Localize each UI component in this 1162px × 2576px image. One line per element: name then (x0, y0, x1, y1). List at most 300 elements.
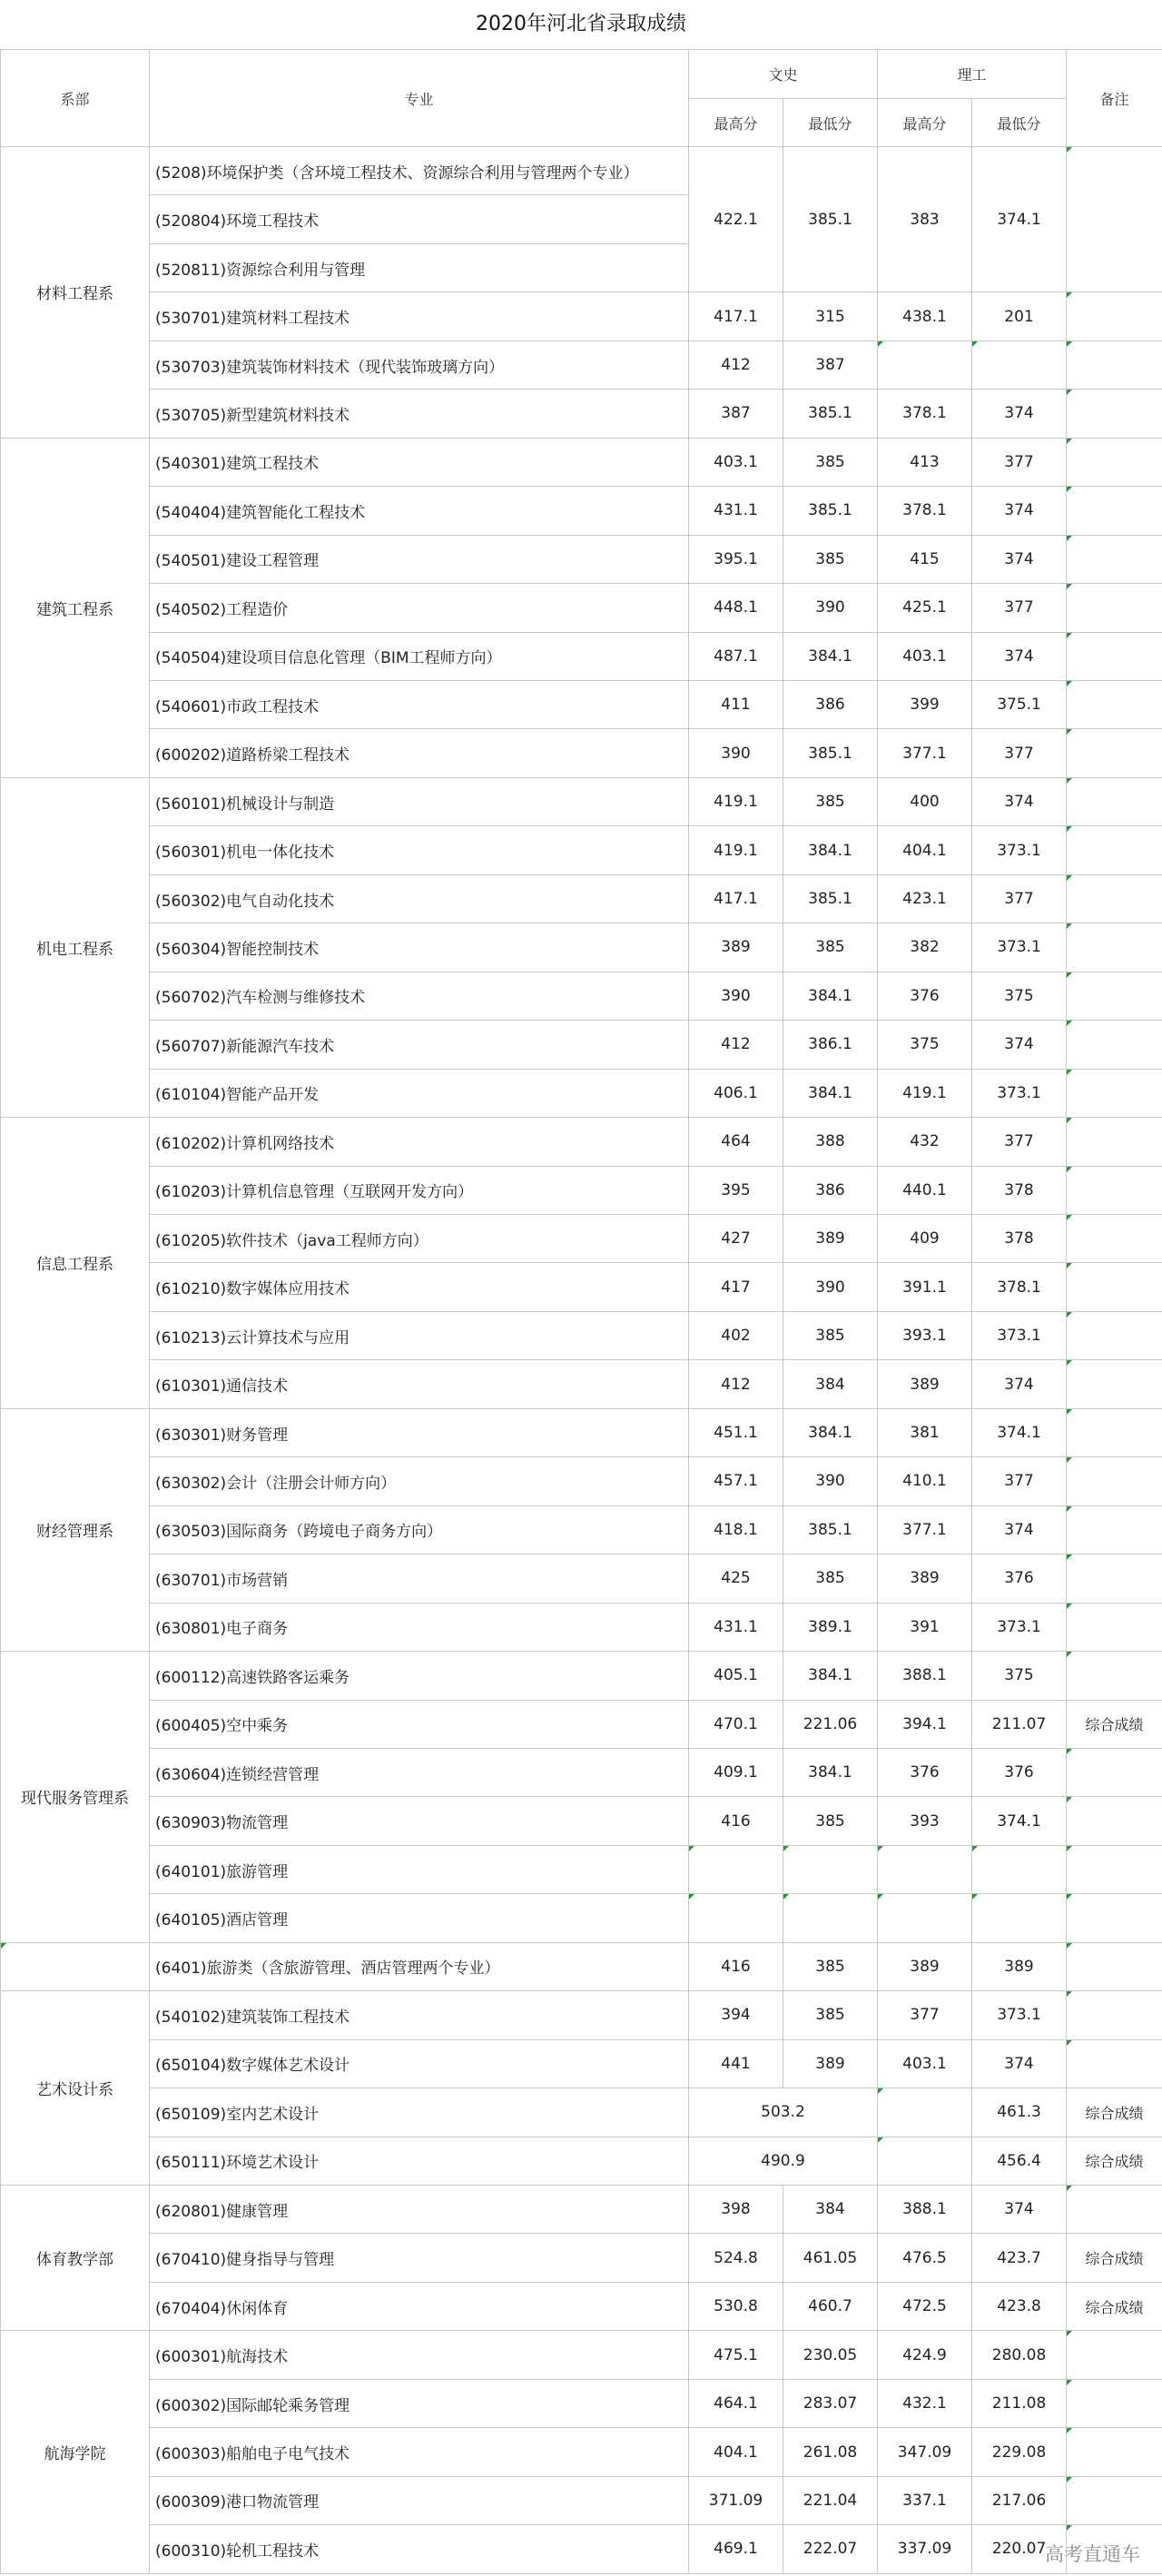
table-row (1, 777, 1162, 825)
note-cell (1067, 2379, 1162, 2427)
table-row (1, 1214, 1162, 1262)
note-cell: 综合成绩 (1067, 2137, 1162, 2185)
science-max-cell: 377.1 (878, 729, 972, 777)
arts-min-cell: 386 (783, 1166, 878, 1214)
major-cell: (540601)市政工程技术 (150, 680, 689, 728)
arts-max-cell: 431.1 (689, 487, 783, 535)
science-max-cell: 337.1 (878, 2476, 972, 2524)
table-row (1, 2282, 1162, 2330)
science-max-cell: 419.1 (878, 1069, 972, 1117)
major-cell: (520811)资源综合利用与管理 (150, 243, 689, 291)
science-min-cell: 211.08 (972, 2379, 1067, 2427)
arts-min-cell: 315 (783, 292, 878, 341)
major-cell: (610205)软件技术（java工程师方向） (150, 1214, 689, 1262)
science-max-cell: 404.1 (878, 826, 972, 874)
science-max-cell: 375 (878, 1021, 972, 1069)
table-row (1, 341, 1162, 389)
science-max-cell: 378.1 (878, 487, 972, 535)
science-max-cell (878, 341, 972, 389)
note-cell (1067, 1603, 1162, 1651)
arts-min-cell: 221.06 (783, 1700, 878, 1748)
major-cell: (670410)健身指导与管理 (150, 2234, 689, 2282)
arts-min-cell: 385 (783, 777, 878, 825)
arts-max-cell: 451.1 (689, 1408, 783, 1456)
table-row (1, 1408, 1162, 1456)
table-row (1, 2137, 1162, 2185)
arts-max-cell: 416 (689, 1797, 783, 1845)
arts-min-cell: 384.1 (783, 1748, 878, 1796)
note-cell (1067, 972, 1162, 1020)
arts-max-cell: 390 (689, 729, 783, 777)
major-cell: (610202)计算机网络技术 (150, 1118, 689, 1166)
major-cell: (630302)会计（注册会计师方向） (150, 1457, 689, 1505)
arts-min-cell: 386.1 (783, 1021, 878, 1069)
arts-max-cell (689, 1894, 783, 1942)
dept-cell: 材料工程系 (1, 147, 150, 439)
table-row (1, 487, 1162, 535)
note-cell (1067, 1797, 1162, 1845)
major-cell: (540404)建筑智能化工程技术 (150, 487, 689, 535)
major-cell: (610301)通信技术 (150, 1360, 689, 1408)
note-cell (1067, 1554, 1162, 1603)
arts-max-cell: 464 (689, 1118, 783, 1166)
major-cell: (600301)航海技术 (150, 2331, 689, 2379)
science-min-cell (972, 1894, 1067, 1942)
arts-max-cell: 405.1 (689, 1652, 783, 1700)
science-max-cell: 410.1 (878, 1457, 972, 1505)
note-cell (1067, 2186, 1162, 2234)
dept-cell: 信息工程系 (1, 1118, 150, 1409)
science-max-cell: 415 (878, 535, 972, 583)
science-min-cell: 374 (972, 777, 1067, 825)
table-row (1, 923, 1162, 972)
science-max-cell: 378.1 (878, 390, 972, 438)
header-science-max: 最高分 (878, 99, 972, 147)
arts-max-cell: 398 (689, 2186, 783, 2234)
science-min-cell: 377 (972, 1118, 1067, 1166)
science-min-cell: 389 (972, 1942, 1067, 1990)
note-cell (1067, 2039, 1162, 2087)
science-min-cell: 217.06 (972, 2476, 1067, 2524)
science-max-cell: 403.1 (878, 632, 972, 680)
note-cell (1067, 1214, 1162, 1262)
table-row (1, 1845, 1162, 1893)
science-min-cell: 378 (972, 1214, 1067, 1262)
watermark-text: 高考直通车 (1045, 2543, 1140, 2565)
major-cell: (640105)酒店管理 (150, 1894, 689, 1942)
arts-min-cell: 384.1 (783, 826, 878, 874)
note-cell (1067, 2428, 1162, 2476)
science-max-cell: 383 (878, 147, 972, 292)
arts-min-cell: 385 (783, 923, 878, 972)
dept-cell: 艺术设计系 (1, 1991, 150, 2186)
science-max-cell: 438.1 (878, 292, 972, 341)
major-cell: (650111)环境艺术设计 (150, 2137, 689, 2185)
major-cell: (560302)电气自动化技术 (150, 874, 689, 923)
science-min-cell: 201 (972, 292, 1067, 341)
arts-max-cell (689, 1845, 783, 1893)
arts-max-cell: 406.1 (689, 1069, 783, 1117)
arts-min-cell: 283.07 (783, 2379, 878, 2427)
major-cell: (530701)建筑材料工程技术 (150, 292, 689, 341)
header-dept: 系部 (1, 50, 150, 147)
arts-max-cell: 412 (689, 1021, 783, 1069)
science-min-cell: 374 (972, 2039, 1067, 2087)
arts-min-cell (783, 1845, 878, 1893)
science-min-cell: 229.08 (972, 2428, 1067, 2476)
science-max-cell: 391 (878, 1603, 972, 1651)
table-row (1, 1457, 1162, 1505)
science-min-cell: 376 (972, 1748, 1067, 1796)
major-cell: (600309)港口物流管理 (150, 2476, 689, 2524)
major-cell: (530705)新型建筑材料技术 (150, 390, 689, 438)
science-min-cell: 374 (972, 1021, 1067, 1069)
table-row (1, 2088, 1162, 2137)
major-cell: (670404)休闲体育 (150, 2282, 689, 2330)
science-max-cell: 440.1 (878, 1166, 972, 1214)
science-min-cell: 375 (972, 972, 1067, 1020)
science-max-cell: 388.1 (878, 2186, 972, 2234)
note-cell (1067, 2331, 1162, 2379)
science-max-cell: 403.1 (878, 2039, 972, 2087)
arts-min-cell: 389 (783, 1214, 878, 1262)
table-row (1, 1505, 1162, 1554)
science-min-cell: 377 (972, 729, 1067, 777)
major-cell: (630503)国际商务（跨境电子商务方向） (150, 1505, 689, 1554)
table-row (1, 1991, 1162, 2039)
science-min-cell: 373.1 (972, 923, 1067, 972)
major-cell: (560301)机电一体化技术 (150, 826, 689, 874)
arts-min-cell: 460.7 (783, 2282, 878, 2330)
note-cell (1067, 1021, 1162, 1069)
major-cell: (630701)市场营销 (150, 1554, 689, 1603)
arts-max-cell: 422.1 (689, 147, 783, 292)
science-min-cell: 377 (972, 874, 1067, 923)
note-cell (1067, 1991, 1162, 2039)
major-cell: (540501)建设工程管理 (150, 535, 689, 583)
science-min-cell: 374 (972, 632, 1067, 680)
note-cell (1067, 874, 1162, 923)
science-max-cell: 432 (878, 1118, 972, 1166)
header-science: 理工 (878, 50, 1067, 99)
arts-min-cell: 384 (783, 2186, 878, 2234)
table-row (1, 2234, 1162, 2282)
arts-min-cell: 385 (783, 1991, 878, 2039)
arts-max-cell: 469.1 (689, 2525, 783, 2573)
major-cell: (620801)健康管理 (150, 2186, 689, 2234)
major-cell: (600310)轮机工程技术 (150, 2525, 689, 2573)
table-row (1, 2476, 1162, 2524)
header-note: 备注 (1067, 50, 1162, 147)
major-cell: (610213)云计算技术与应用 (150, 1311, 689, 1359)
science-min-cell: 374 (972, 1360, 1067, 1408)
major-cell: (610210)数字媒体应用技术 (150, 1263, 689, 1311)
arts-max-cell: 395 (689, 1166, 783, 1214)
arts-min-cell: 385 (783, 1797, 878, 1845)
arts-max-cell: 524.8 (689, 2234, 783, 2282)
dept-cell: 体育教学部 (1, 2186, 150, 2331)
science-max-cell: 432.1 (878, 2379, 972, 2427)
science-min-cell: 423.8 (972, 2282, 1067, 2330)
major-cell: (650109)室内艺术设计 (150, 2088, 689, 2137)
major-cell: (6401)旅游类（含旅游管理、酒店管理两个专业） (150, 1942, 689, 1990)
note-cell (1067, 1942, 1162, 1990)
science-max-cell: 377 (878, 1991, 972, 2039)
arts-max-cell: 417.1 (689, 292, 783, 341)
table-row (1, 826, 1162, 874)
science-max-cell (878, 2088, 972, 2137)
admission-score-table (0, 49, 1162, 2574)
note-cell: 综合成绩 (1067, 2234, 1162, 2282)
science-max-cell: 393.1 (878, 1311, 972, 1359)
note-cell (1067, 390, 1162, 438)
note-cell (1067, 680, 1162, 728)
note-cell (1067, 1069, 1162, 1117)
note-cell (1067, 147, 1162, 292)
arts-combined-cell: 503.2 (689, 2088, 878, 2137)
arts-min-cell: 385.1 (783, 729, 878, 777)
table-row (1, 438, 1162, 486)
table-row (1, 874, 1162, 923)
arts-max-cell: 448.1 (689, 584, 783, 632)
arts-min-cell: 387 (783, 341, 878, 389)
science-min-cell: 374 (972, 390, 1067, 438)
arts-max-cell: 475.1 (689, 2331, 783, 2379)
science-max-cell: 424.9 (878, 2331, 972, 2379)
major-cell: (530703)建筑装饰材料技术（现代装饰玻璃方向） (150, 341, 689, 389)
arts-min-cell: 390 (783, 584, 878, 632)
arts-min-cell: 384.1 (783, 1408, 878, 1456)
major-cell: (540102)建筑装饰工程技术 (150, 1991, 689, 2039)
science-min-cell: 378.1 (972, 1263, 1067, 1311)
table-row (1, 632, 1162, 680)
science-min-cell: 456.4 (972, 2137, 1067, 2185)
table-row (1, 1554, 1162, 1603)
note-cell (1067, 826, 1162, 874)
dept-cell: 财经管理系 (1, 1408, 150, 1651)
science-min-cell: 280.08 (972, 2331, 1067, 2379)
science-max-cell: 382 (878, 923, 972, 972)
note-cell (1067, 1360, 1162, 1408)
arts-min-cell: 385.1 (783, 147, 878, 292)
table-row (1, 1748, 1162, 1796)
major-cell: (600202)道路桥梁工程技术 (150, 729, 689, 777)
major-cell: (540504)建设项目信息化管理（BIM工程师方向） (150, 632, 689, 680)
science-max-cell (878, 2137, 972, 2185)
arts-min-cell: 261.08 (783, 2428, 878, 2476)
arts-min-cell: 390 (783, 1457, 878, 1505)
table-row (1, 972, 1162, 1020)
dept-cell: 建筑工程系 (1, 438, 150, 777)
arts-max-cell: 412 (689, 341, 783, 389)
note-cell (1067, 1311, 1162, 1359)
major-cell: (640101)旅游管理 (150, 1845, 689, 1893)
note-cell (1067, 1263, 1162, 1311)
table-row (1, 535, 1162, 583)
arts-max-cell: 390 (689, 972, 783, 1020)
table-row (1, 729, 1162, 777)
science-min-cell: 377 (972, 438, 1067, 486)
arts-max-cell: 404.1 (689, 2428, 783, 2476)
arts-max-cell: 470.1 (689, 1700, 783, 1748)
table-row (1, 2039, 1162, 2087)
science-max-cell: 389 (878, 1554, 972, 1603)
note-cell (1067, 1505, 1162, 1554)
science-max-cell (878, 1894, 972, 1942)
note-cell (1067, 1408, 1162, 1456)
science-min-cell: 373.1 (972, 1311, 1067, 1359)
header-arts: 文史 (689, 50, 878, 99)
arts-max-cell: 417 (689, 1263, 783, 1311)
table-row (1, 1311, 1162, 1359)
science-min-cell: 377 (972, 584, 1067, 632)
arts-min-cell: 385 (783, 1942, 878, 1990)
arts-max-cell: 419.1 (689, 777, 783, 825)
major-cell: (650104)数字媒体艺术设计 (150, 2039, 689, 2087)
table-row (1, 1118, 1162, 1166)
note-cell (1067, 2476, 1162, 2524)
note-cell (1067, 1652, 1162, 1700)
arts-max-cell: 389 (689, 923, 783, 972)
science-max-cell: 409 (878, 1214, 972, 1262)
science-max-cell: 413 (878, 438, 972, 486)
note-cell (1067, 1845, 1162, 1893)
table-row (1, 1069, 1162, 1117)
table-row (1, 1360, 1162, 1408)
header-arts-max: 最高分 (689, 99, 783, 147)
science-max-cell: 381 (878, 1408, 972, 1456)
note-cell (1067, 632, 1162, 680)
table-row (1, 2331, 1162, 2379)
table-row (1, 1797, 1162, 1845)
science-max-cell: 389 (878, 1360, 972, 1408)
table-row (1, 292, 1162, 341)
table-row (1, 1263, 1162, 1311)
major-cell: (600405)空中乘务 (150, 1700, 689, 1748)
table-row (1, 147, 1162, 195)
science-min-cell: 374.1 (972, 147, 1067, 292)
arts-max-cell: 394 (689, 1991, 783, 2039)
science-min-cell: 423.7 (972, 2234, 1067, 2282)
arts-max-cell: 371.09 (689, 2476, 783, 2524)
science-min-cell: 374 (972, 2186, 1067, 2234)
note-cell (1067, 1118, 1162, 1166)
arts-min-cell: 385 (783, 535, 878, 583)
arts-min-cell: 230.05 (783, 2331, 878, 2379)
header-arts-min: 最低分 (783, 99, 878, 147)
arts-max-cell: 395.1 (689, 535, 783, 583)
arts-min-cell: 461.05 (783, 2234, 878, 2282)
arts-min-cell: 388 (783, 1118, 878, 1166)
science-min-cell: 211.07 (972, 1700, 1067, 1748)
note-cell: 综合成绩 (1067, 1700, 1162, 1748)
note-cell (1067, 341, 1162, 389)
arts-min-cell: 385 (783, 1311, 878, 1359)
science-max-cell: 425.1 (878, 584, 972, 632)
dept-cell: 现代服务管理系 (1, 1652, 150, 1943)
science-max-cell: 376 (878, 972, 972, 1020)
science-max-cell: 337.09 (878, 2525, 972, 2573)
arts-max-cell: 402 (689, 1311, 783, 1359)
table-row (1, 1700, 1162, 1748)
science-min-cell: 374.1 (972, 1408, 1067, 1456)
major-cell: (630301)财务管理 (150, 1408, 689, 1456)
table-row (1, 1942, 1162, 1990)
note-cell (1067, 1457, 1162, 1505)
arts-min-cell: 389.1 (783, 1603, 878, 1651)
table-row (1, 1021, 1162, 1069)
table-row (1, 2379, 1162, 2427)
major-cell: (630604)连锁经营管理 (150, 1748, 689, 1796)
arts-max-cell: 441 (689, 2039, 783, 2087)
header-major: 专业 (150, 50, 689, 147)
major-cell: (560304)智能控制技术 (150, 923, 689, 972)
arts-min-cell: 385.1 (783, 1505, 878, 1554)
arts-min-cell: 389 (783, 2039, 878, 2087)
science-min-cell (972, 341, 1067, 389)
arts-min-cell: 385.1 (783, 487, 878, 535)
major-cell: (600112)高速铁路客运乘务 (150, 1652, 689, 1700)
dept-cell: 航海学院 (1, 2331, 150, 2573)
science-min-cell: 374 (972, 487, 1067, 535)
major-cell: (610104)智能产品开发 (150, 1069, 689, 1117)
table-body (1, 147, 1162, 2574)
arts-max-cell: 387 (689, 390, 783, 438)
major-cell: (520804)环境工程技术 (150, 195, 689, 243)
note-cell: 综合成绩 (1067, 2282, 1162, 2330)
note-cell (1067, 292, 1162, 341)
arts-combined-cell: 490.9 (689, 2137, 878, 2185)
arts-min-cell: 385 (783, 1554, 878, 1603)
arts-max-cell: 427 (689, 1214, 783, 1262)
major-cell: (560707)新能源汽车技术 (150, 1021, 689, 1069)
science-max-cell: 347.09 (878, 2428, 972, 2476)
science-min-cell: 376 (972, 1554, 1067, 1603)
science-min-cell: 373.1 (972, 1603, 1067, 1651)
major-cell: (600303)船舶电子电气技术 (150, 2428, 689, 2476)
arts-max-cell: 457.1 (689, 1457, 783, 1505)
table-row (1, 2186, 1162, 2234)
table-row (1, 1166, 1162, 1214)
note-cell (1067, 584, 1162, 632)
table-row (1, 1652, 1162, 1700)
arts-max-cell: 409.1 (689, 1748, 783, 1796)
arts-max-cell: 431.1 (689, 1603, 783, 1651)
header-science-min: 最低分 (972, 99, 1067, 147)
science-max-cell: 423.1 (878, 874, 972, 923)
arts-min-cell (783, 1894, 878, 1942)
major-cell: (630903)物流管理 (150, 1797, 689, 1845)
arts-min-cell: 384.1 (783, 1652, 878, 1700)
major-cell: (600302)国际邮轮乘务管理 (150, 2379, 689, 2427)
science-max-cell: 389 (878, 1942, 972, 1990)
arts-max-cell: 464.1 (689, 2379, 783, 2427)
science-max-cell: 393 (878, 1797, 972, 1845)
note-cell: 综合成绩 (1067, 2088, 1162, 2137)
arts-min-cell: 385.1 (783, 390, 878, 438)
note-cell (1067, 1166, 1162, 1214)
dept-cell: 机电工程系 (1, 777, 150, 1117)
table-title: 2020年河北省录取成绩 (476, 13, 686, 35)
arts-min-cell: 221.04 (783, 2476, 878, 2524)
table-row (1, 680, 1162, 728)
science-min-cell: 377 (972, 1457, 1067, 1505)
note-cell (1067, 1748, 1162, 1796)
arts-max-cell: 530.8 (689, 2282, 783, 2330)
science-max-cell: 476.5 (878, 2234, 972, 2282)
arts-min-cell: 390 (783, 1263, 878, 1311)
arts-min-cell: 384 (783, 1360, 878, 1408)
